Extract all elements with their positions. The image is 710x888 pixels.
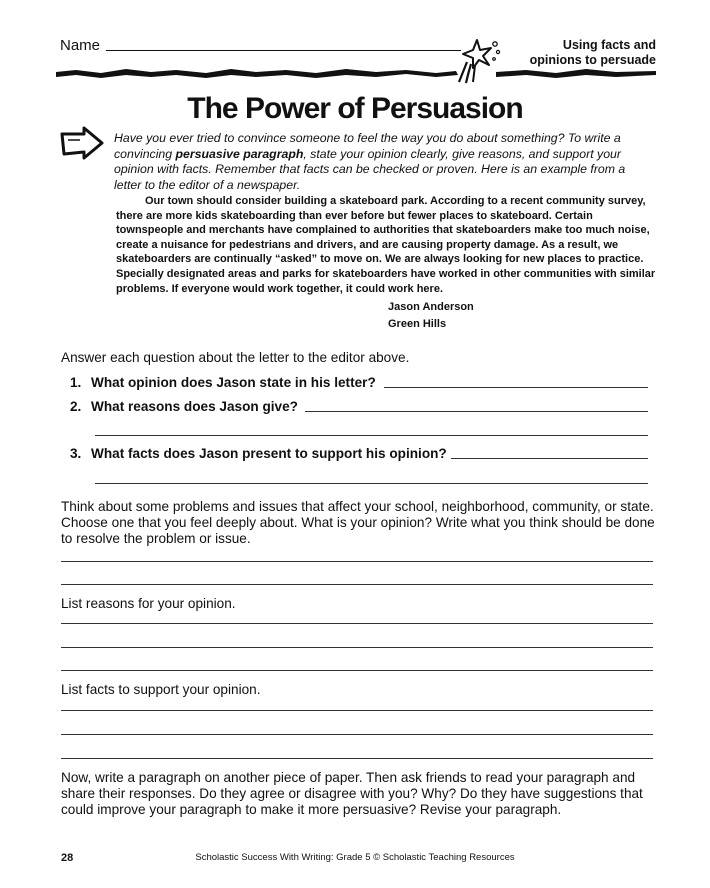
topic-line-2: opinions to persuade (529, 53, 656, 67)
writing-line[interactable] (61, 710, 653, 711)
questions-instruction: Answer each question about the letter to the editor above. (61, 350, 410, 365)
question-1 (70, 375, 376, 390)
final-instruction: Now, write a paragraph on another piece of paper. Then ask friends to read your paragraph and share their responses. Do they agree or disagree with you? Why? Do they have suggestions that could improve your paragraph to make it more persuasive? Revise your paragraph. (61, 770, 643, 817)
footer-credit: Scholastic Success With Writing: Grade 5 © Scholastic Teaching Resources (195, 852, 515, 863)
answer-line-2a[interactable] (305, 411, 648, 412)
page-title: The Power of Persuasion (187, 92, 523, 125)
question-2 (70, 399, 298, 414)
question-number: 1. (70, 375, 82, 390)
letter-part-2: to move on. We are always looking for new places to practice. Specially designated areas and parks for skateboarders have worked in other communities with similar problems. If everyone would work together, it could work here. (116, 253, 656, 295)
page-number: 28 (61, 852, 74, 864)
question-number: 2. (70, 399, 82, 414)
name-label: Name (60, 37, 101, 54)
answer-line-2b[interactable] (95, 435, 648, 436)
signature-name: Jason Anderson (388, 301, 474, 313)
writing-line[interactable] (61, 734, 653, 735)
writing-line[interactable] (61, 647, 653, 648)
writing-line[interactable] (61, 758, 653, 759)
reasons-prompt: List reasons for your opinion. (61, 596, 236, 611)
writing-line[interactable] (61, 584, 653, 585)
question-text: What facts does Jason present to support his opinion? (91, 446, 447, 461)
intro-part-2: , state your opinion clearly, give reasons, and support your opinion with facts. Remember that facts can be checked or proven. Here is an example from a letter to the editor of a newspaper. (114, 146, 626, 192)
header-divider (56, 65, 658, 86)
question-text: What opinion does Jason state in his letter? (91, 375, 376, 390)
signature-place: Green Hills (388, 318, 447, 330)
issue-prompt: Think about some problems and issues that affect your school, neighborhood, community, or state. Choose one that you feel deeply about. What is your opinion? Write what you think should be done to resolve the problem or issue. (61, 499, 655, 546)
name-input-line[interactable] (106, 50, 461, 51)
letter-quoted: “asked” (274, 253, 318, 266)
answer-line-1[interactable] (384, 387, 648, 388)
topic-label (486, 38, 656, 68)
writing-line[interactable] (61, 623, 653, 624)
arrow-icon (58, 126, 106, 167)
intro-text (114, 131, 654, 193)
intro-bold-term: persuasive paragraph (175, 146, 304, 161)
question-number: 3. (70, 446, 82, 461)
letter-body (116, 194, 656, 296)
writing-line[interactable] (61, 670, 653, 671)
topic-line-1: Using facts and (562, 38, 656, 52)
answer-line-3b[interactable] (95, 483, 648, 484)
facts-prompt: List facts to support your opinion. (61, 682, 261, 697)
answer-line-3a[interactable] (451, 458, 648, 459)
question-text: What reasons does Jason give? (91, 399, 298, 414)
intro-part-1: Have you ever tried to convince someone to feel the way you do about something? To write a convincing (114, 131, 621, 161)
question-3 (70, 446, 447, 461)
writing-line[interactable] (61, 561, 653, 562)
letter-part-1: Our town should consider building a skateboard park. According to a recent community survey, there are more kids skateboarding than ever before but fewer places to skateboard. Certain townspeople and merchants have complained to authorities that skateboarders make too much noise, create a nuisance for pedestrians and drivers, and are causing property damage. As a result, we skateboarders are continually (116, 195, 650, 266)
